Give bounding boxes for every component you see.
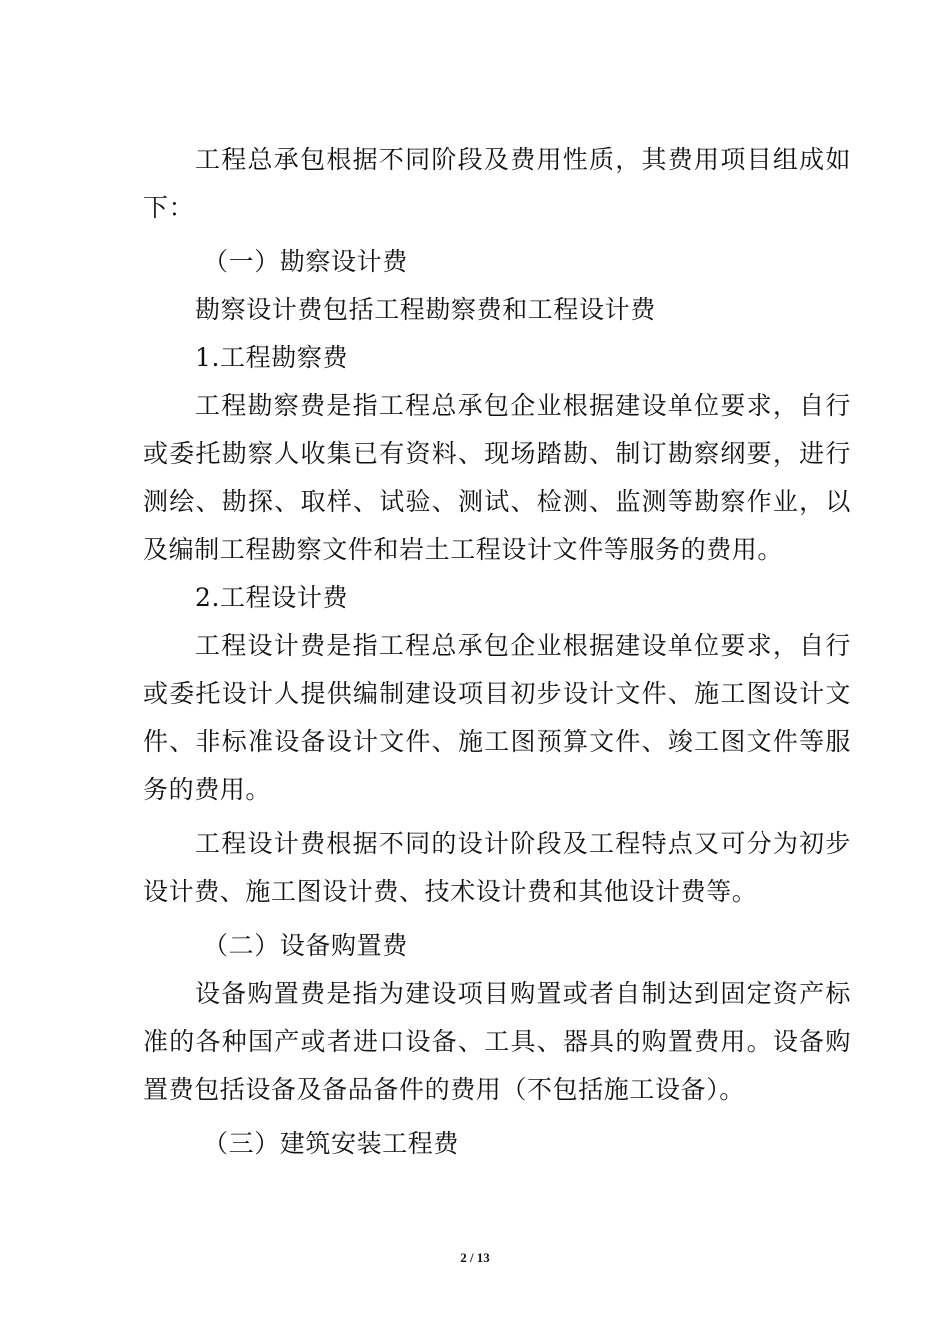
document-body [143,136,851,1168]
survey-design-fee-paragraph: 勘察设计费包括工程勘察费和工程设计费 [195,295,656,324]
subheading-survey-fee: 1.工程勘察费 [195,343,349,372]
design-fee-breakdown-paragraph: 工程设计费根据不同的设计阶段及工程特点又可分为初步设计费、施工图设计费、技术设计费和其他设计费等。 [143,829,851,906]
equipment-fee-paragraph: 设备购置费是指为建设项目购置或者自制达到固定资产标准的各种国产或者进口设备、工具、器具的购置费用。设备购置费包括设备及备品备件的费用（不包括施工设备）。 [143,979,851,1104]
subheading-design-fee: 2.工程设计费 [195,583,349,612]
design-fee-paragraph: 工程设计费是指工程总承包企业根据建设单位要求，自行或委托设计人提供编制建设项目初步设计文件、施工图设计文件、非标准设备设计文件、施工图预算文件、竣工图文件等服务的费用。 [143,631,851,804]
page-number: 2 / 13 [460,1250,490,1265]
survey-fee-paragraph: 工程勘察费是指工程总承包企业根据建设单位要求，自行或委托勘察人收集已有资料、现场踏勘、制订勘察纲要，进行测绘、勘探、取样、试验、测试、检测、监测等勘察作业，以及编制工程勘察文件和岩土工程设计文件等服务的费用。 [143,391,851,564]
section-heading-survey-design-fee: （一）勘察设计费 [203,247,408,276]
section-heading-equipment-fee: （二）设备购置费 [203,931,408,960]
section-heading-construction-fee: （三）建筑安装工程费 [203,1129,460,1158]
intro-paragraph: 工程总承包根据不同阶段及费用性质，其费用项目组成如下： [143,145,851,222]
